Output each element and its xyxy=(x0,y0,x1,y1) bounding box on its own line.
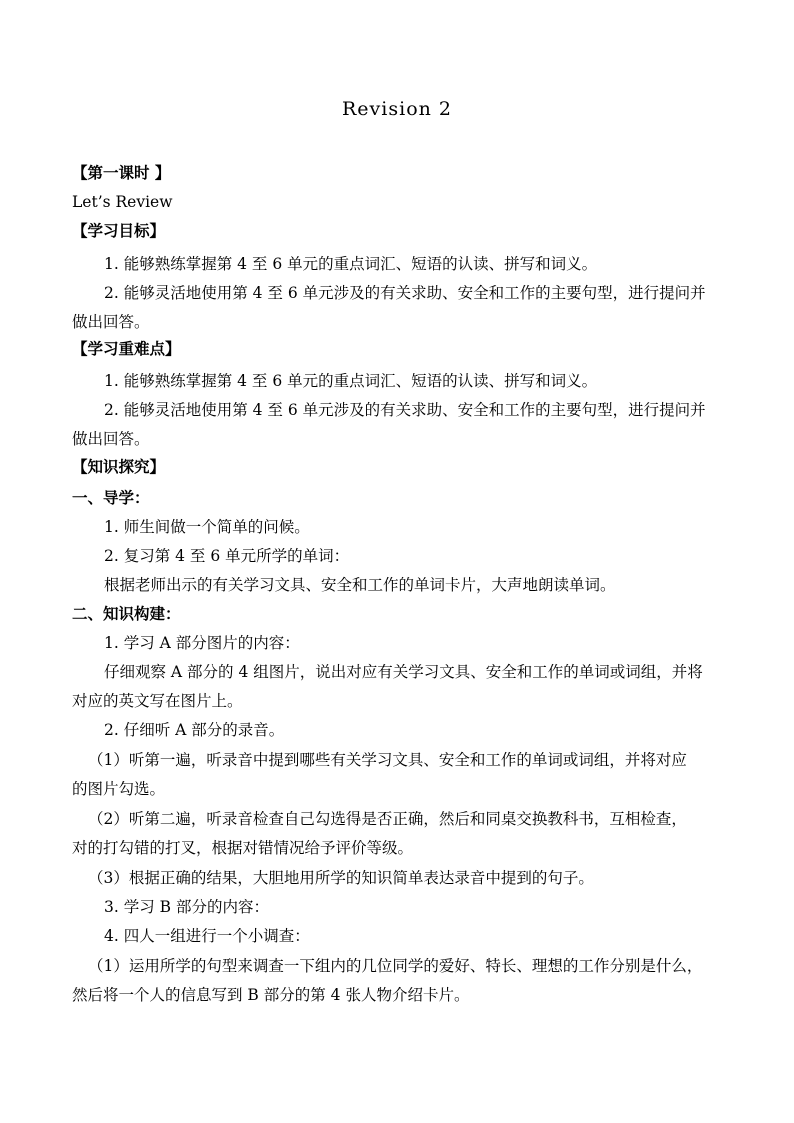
key-point-item-1: 1. 能够熟练掌握第 4 至 6 单元的重点词汇、短语的认读、拼写和词义。 xyxy=(104,372,598,390)
listening-step-2: （2）听第二遍，听录音检查自己勾选得是否正确，然后和同桌交换教科书，互相检查， xyxy=(88,810,687,828)
listening-step-1: （1）听第一遍，听录音中提到哪些有关学习文具、安全和工作的单词或词组，并将对应 xyxy=(88,751,687,769)
part2-item-3: 3. 学习 B 部分的内容： xyxy=(104,898,269,916)
part1-item-1: 1. 师生间做一个简单的问候。 xyxy=(104,518,310,536)
objective-item-2: 2. 能够灵活地使用第 4 至 6 单元涉及的有关求助、安全和工作的主要句型，进行提问并 xyxy=(104,284,706,302)
part1-item-2: 2. 复习第 4 至 6 单元所学的单词： xyxy=(104,547,350,565)
survey-step-1: （1）运用所学的句型来调查一下组内的几位同学的爱好、特长、理想的工作分别是什么， xyxy=(88,957,703,975)
objective-item-1: 1. 能够熟练掌握第 4 至 6 单元的重点词汇、短语的认读、拼写和词义。 xyxy=(104,255,598,273)
part1-item-2-detail: 根据老师出示的有关学习文具、安全和工作的单词卡片，大声地朗读单词。 xyxy=(104,576,616,594)
document-title: Revision 2 xyxy=(342,98,452,120)
lesson-heading: 【第一课时 】 xyxy=(72,163,171,182)
key-points-heading: 【学习重难点】 xyxy=(72,339,181,358)
key-point-item-2-cont: 做出回答。 xyxy=(72,430,150,448)
part2-item-4: 4. 四人一组进行一个小调查： xyxy=(104,927,310,945)
part2-item-2: 2. 仔细听 A 部分的录音。 xyxy=(104,721,285,739)
listening-step-1-cont: 的图片勾选。 xyxy=(72,780,166,798)
objectives-heading: 【学习目标】 xyxy=(72,221,166,240)
objective-item-2-cont: 做出回答。 xyxy=(72,313,150,331)
listening-step-2-cont: 对的打勾错的打叉，根据对错情况给予评价等级。 xyxy=(72,839,414,857)
survey-step-1-cont: 然后将一个人的信息写到 B 部分的第 4 张人物介绍卡片。 xyxy=(72,986,470,1004)
part2-item-1: 1. 学习 A 部分图片的内容： xyxy=(104,634,300,652)
part2-item-1-detail-cont: 对应的英文写在图片上。 xyxy=(72,692,243,710)
part2-heading: 二、知识构建： xyxy=(72,604,181,623)
part2-item-1-detail: 仔细观察 A 部分的 4 组图片，说出对应有关学习文具、安全和工作的单词或词组，并将 xyxy=(104,663,703,681)
part1-heading: 一、导学： xyxy=(72,488,150,507)
listening-step-3: （3）根据正确的结果，大胆地用所学的知识简单表达录音中提到的句子。 xyxy=(88,869,594,887)
key-point-item-2: 2. 能够灵活地使用第 4 至 6 单元涉及的有关求助、安全和工作的主要句型，进行提问并 xyxy=(104,401,706,419)
section-label: Let’s Review xyxy=(72,193,173,211)
exploration-heading: 【知识探究】 xyxy=(72,457,166,476)
